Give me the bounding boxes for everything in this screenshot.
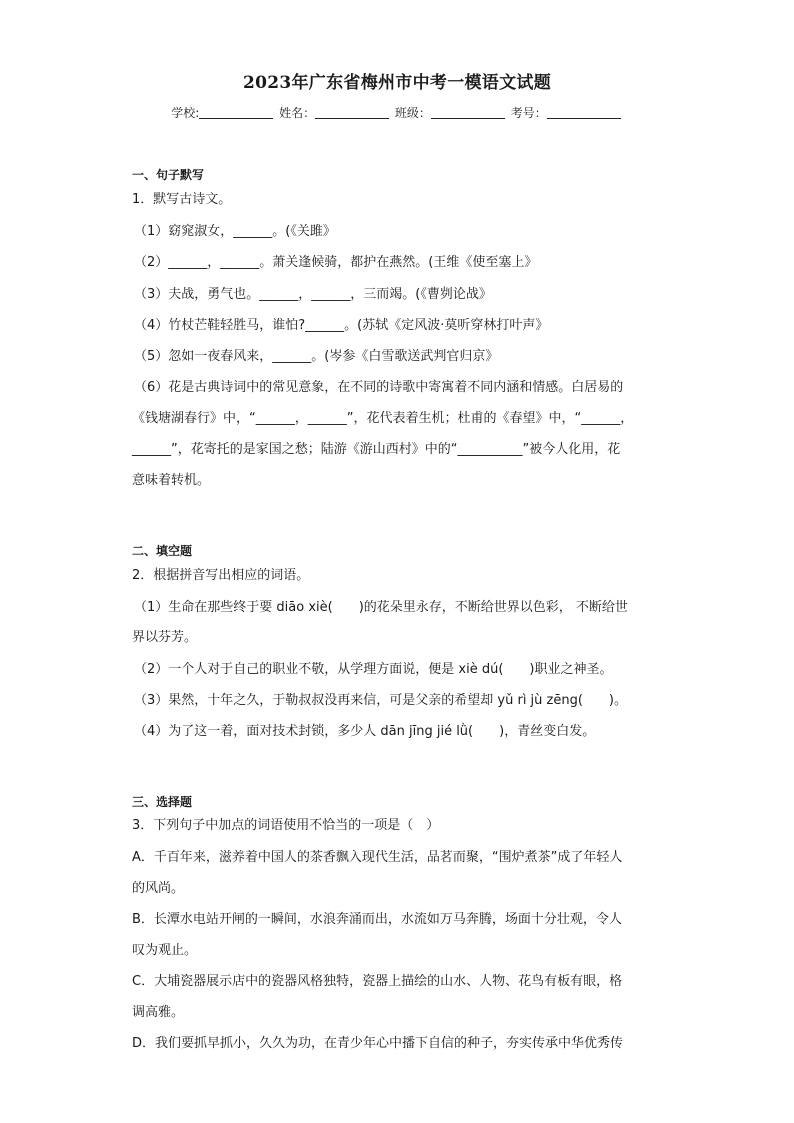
- question-line: 界以芬芳。: [132, 630, 198, 645]
- option-line: D．我们要抓早抓小，久久为功，在青少年心中播下自信的种子，夯实传承中华优秀传: [132, 1036, 624, 1051]
- option-line: 的风尚。: [132, 881, 185, 896]
- question-line: （3）果然，十年之久，于勒叔叔没再来信，可是父亲的希望却 yǔ rì jù zēng( )。: [134, 693, 627, 708]
- question-line: 1．默写古诗文。: [132, 192, 232, 207]
- section-heading-3: 三、选择题: [132, 795, 193, 809]
- section-heading-1: 一、句子默写: [132, 168, 205, 182]
- question-line: （3）夫战，勇气也。______，______，三而竭。(《曹刿论战》: [134, 287, 492, 302]
- class-blank[interactable]: [431, 106, 505, 119]
- exam-title: 2023年广东省梅州市中考一模语文试题: [242, 73, 551, 93]
- question-line: （5）忽如一夜春风来，______。(岑参《白雪歌送武判官归京》: [134, 349, 499, 364]
- option-line: 调高雅。: [132, 1005, 185, 1020]
- option-line: A．千百年来，滋养着中国人的茶香飘入现代生活，品茗而聚，“围炉煮茶”成了年轻人: [132, 850, 623, 865]
- question-line: （6）花是古典诗词中的常见意象，在不同的诗歌中寄寓着不同内涵和情感。白居易的: [134, 380, 624, 395]
- question-line: 2．根据拼音写出相应的词语。: [132, 568, 310, 583]
- option-line: B．长潭水电站开闸的一瞬间，水浪奔涌而出，水流如万马奔腾，场面十分壮观，令人: [132, 912, 622, 927]
- section-heading-2: 二、填空题: [132, 544, 193, 558]
- name-label: 姓名：: [279, 106, 316, 120]
- option-line: 叹为观止。: [132, 943, 198, 958]
- question-line: （4）为了这一着，面对技术封锁，多少人 dān jīng jié lǜ( )，青丝变白发。: [134, 724, 596, 739]
- number-label: 考号：: [510, 106, 547, 120]
- class-label: 班级：: [394, 106, 431, 120]
- question-line: 3．下列句子中加点的词语使用不恰当的一项是（ ）: [132, 818, 440, 833]
- school-label: 学校:: [171, 106, 200, 120]
- question-line: ______”，花寄托的是家国之愁；陆游《游山西村》中的“__________”被今人化用，花: [132, 442, 621, 457]
- question-line: 意味着转机。: [132, 473, 211, 488]
- student-info-row: [0, 104, 794, 121]
- name-blank[interactable]: [315, 106, 389, 119]
- school-blank[interactable]: [199, 106, 273, 119]
- question-line: （4）竹杖芒鞋轻胜马，谁怕?______。(苏轼《定风波·莫听穿林打叶声》: [134, 318, 549, 333]
- option-line: C．大埔瓷器展示店中的瓷器风格独特，瓷器上描绘的山水、人物、花鸟有板有眼，格: [132, 974, 623, 989]
- question-line: （2）______，______。萧关逢候骑，都护在燕然。(王维《使至塞上》: [134, 255, 538, 270]
- question-line: （1）生命在那些终于要 diāo xiè( )的花朵里永存，不断给世界以色彩， 不断给世: [134, 600, 628, 615]
- question-line: 《钱塘湖春行》中，“______，______”，花代表着生机；杜甫的《春望》中，“______，: [132, 411, 634, 426]
- question-line: （1）窈窕淑女，______。(《关雎》: [134, 224, 336, 239]
- number-blank[interactable]: [547, 106, 621, 119]
- question-line: （2）一个人对于自己的职业不敬，从学理方面说，便是 xiè dú( )职业之神圣。: [134, 662, 613, 677]
